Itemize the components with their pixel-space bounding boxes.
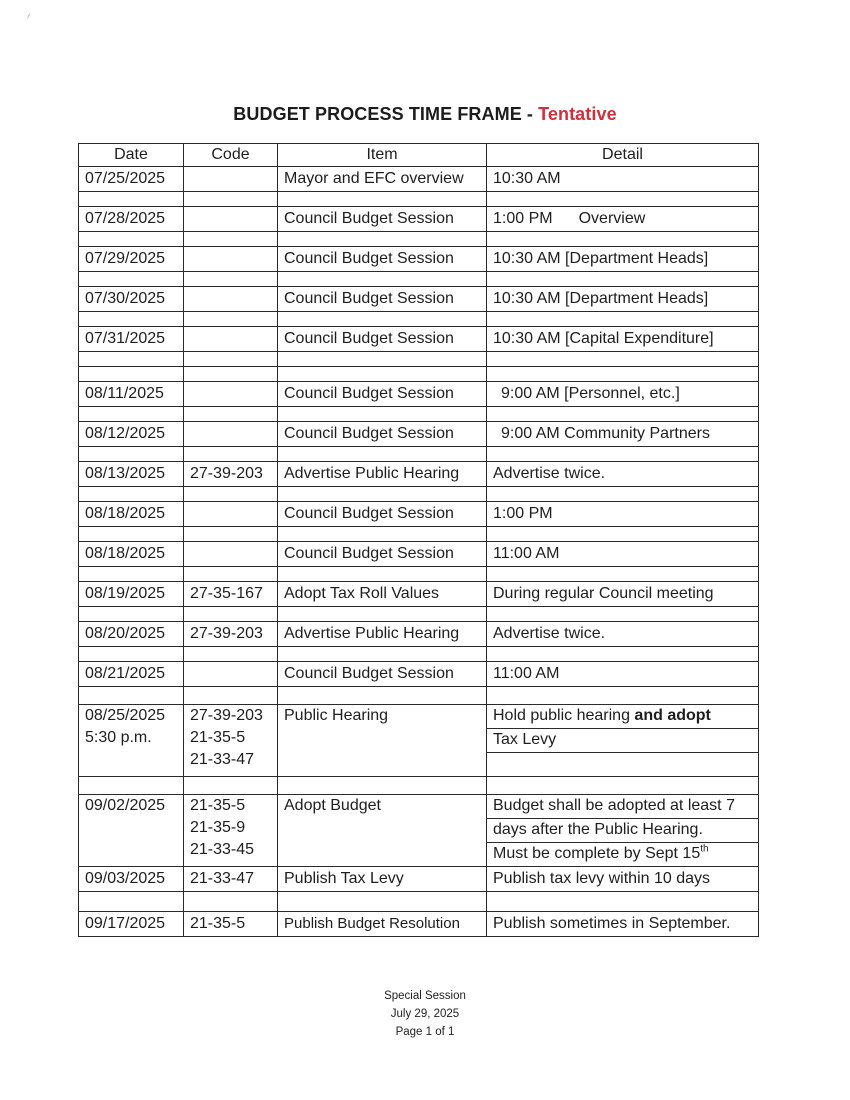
spacer-row: [79, 567, 759, 582]
footer-date: July 29, 2025: [390, 1008, 460, 1020]
code-line: 21-33-47: [190, 751, 255, 768]
spacer-row: [79, 312, 759, 327]
detail-time: 1:00 PM: [493, 210, 553, 227]
cell-item: Council Budget Session: [278, 247, 487, 272]
table-row: [79, 327, 759, 352]
cell-detail: 9:00 AM Community Partners: [487, 422, 759, 447]
cell-date: 08/18/2025: [79, 542, 184, 567]
scan-speck: [27, 13, 33, 19]
empty-cell: [278, 567, 487, 582]
empty-cell: [487, 487, 759, 502]
empty-cell: [184, 447, 278, 462]
table-row: [79, 462, 759, 487]
spacer-row: [79, 607, 759, 622]
empty-cell: [278, 232, 487, 247]
code-line: 21-35-5: [190, 729, 246, 746]
date-value: 08/25/2025: [85, 707, 166, 724]
cell-item: Council Budget Session: [278, 502, 487, 527]
cell-detail: Publish tax levy within 10 days: [487, 867, 759, 892]
empty-cell: [278, 447, 487, 462]
detail-bold: and adopt: [634, 707, 711, 724]
footer-session: Special Session: [384, 990, 466, 1002]
empty-cell: [79, 892, 184, 912]
cell-code: [184, 287, 278, 312]
title-status-tentative: Tentative: [538, 104, 617, 124]
spacer-row: [79, 352, 759, 367]
code-line: 21-35-5: [190, 797, 246, 814]
empty-cell: [487, 892, 759, 912]
empty-cell: [487, 272, 759, 287]
empty-cell: [487, 447, 759, 462]
cell-detail: 11:00 AM: [487, 662, 759, 687]
spacer-row: [79, 192, 759, 207]
empty-cell: [184, 687, 278, 705]
empty-cell: [184, 272, 278, 287]
cell-item: Council Budget Session: [278, 422, 487, 447]
empty-cell: [278, 312, 487, 327]
cell-item: Publish Budget Resolution: [278, 912, 487, 937]
code-line: 21-35-9: [190, 819, 246, 836]
detail-note: Overview: [578, 210, 646, 227]
empty-cell: [487, 647, 759, 662]
cell-code: [184, 382, 278, 407]
empty-cell: [184, 312, 278, 327]
table-row: [79, 662, 759, 687]
cell-detail-line: [487, 753, 759, 777]
empty-cell: [79, 232, 184, 247]
cell-code: [184, 422, 278, 447]
empty-cell: [487, 352, 759, 367]
empty-cell: [278, 687, 487, 705]
cell-code: 27-39-203: [184, 462, 278, 487]
cell-code: [184, 705, 278, 777]
empty-cell: [184, 192, 278, 207]
empty-cell: [278, 407, 487, 422]
cell-item: Advertise Public Hearing: [278, 622, 487, 647]
cell-detail: 10:30 AM [Department Heads]: [487, 247, 759, 272]
empty-cell: [79, 407, 184, 422]
empty-cell: [278, 272, 487, 287]
spacer-row: [79, 272, 759, 287]
empty-cell: [487, 567, 759, 582]
detail-normal: Hold public hearing: [493, 707, 635, 724]
empty-cell: [184, 407, 278, 422]
table-row: [79, 912, 759, 937]
cell-detail-line: [487, 705, 759, 729]
cell-detail: 10:30 AM [Department Heads]: [487, 287, 759, 312]
cell-date: 08/11/2025: [79, 382, 184, 407]
code-line: 21-33-45: [190, 841, 255, 858]
footer-page-number: Page 1 of 1: [395, 1026, 455, 1038]
cell-item: Adopt Budget: [278, 795, 487, 867]
cell-detail: 10:30 AM: [487, 167, 759, 192]
empty-cell: [79, 192, 184, 207]
empty-cell: [278, 367, 487, 382]
table-row-adopt-budget: [79, 795, 759, 819]
cell-date: 08/21/2025: [79, 662, 184, 687]
cell-date: 07/29/2025: [79, 247, 184, 272]
table-row: [79, 622, 759, 647]
table-row: [79, 247, 759, 272]
header-item: Item: [278, 144, 487, 167]
empty-cell: [184, 892, 278, 912]
spacer-row: [79, 892, 759, 912]
table-row: [79, 382, 759, 407]
cell-detail: During regular Council meeting: [487, 582, 759, 607]
table-row: [79, 502, 759, 527]
cell-detail-line: Tax Levy: [487, 729, 759, 753]
date-time: 5:30 p.m.: [85, 729, 152, 746]
table-row-public-hearing: [79, 705, 759, 729]
code-line: 27-39-203: [190, 707, 263, 724]
empty-cell: [79, 487, 184, 502]
empty-cell: [79, 352, 184, 367]
table-row: [79, 582, 759, 607]
cell-item: Council Budget Session: [278, 542, 487, 567]
cell-detail: 9:00 AM [Personnel, etc.]: [487, 382, 759, 407]
empty-cell: [79, 312, 184, 327]
empty-cell: [278, 527, 487, 542]
spacer-row: [79, 367, 759, 382]
empty-cell: [184, 352, 278, 367]
empty-cell: [184, 487, 278, 502]
cell-code: [184, 247, 278, 272]
cell-detail-line: days after the Public Hearing.: [487, 819, 759, 843]
spacer-row: [79, 407, 759, 422]
cell-detail: Advertise twice.: [487, 462, 759, 487]
spacer-row: [79, 527, 759, 542]
cell-date: 08/18/2025: [79, 502, 184, 527]
budget-timeframe-table: [78, 143, 759, 937]
empty-cell: [184, 607, 278, 622]
cell-detail: 11:00 AM: [487, 542, 759, 567]
cell-code: 27-35-167: [184, 582, 278, 607]
cell-detail-line: Budget shall be adopted at least 7: [487, 795, 759, 819]
cell-date: 07/25/2025: [79, 167, 184, 192]
detail-superscript: th: [700, 843, 709, 855]
cell-detail: Advertise twice.: [487, 622, 759, 647]
spacer-row: [79, 647, 759, 662]
cell-item: Council Budget Session: [278, 327, 487, 352]
empty-cell: [278, 487, 487, 502]
page-title: [0, 104, 850, 125]
empty-cell: [184, 567, 278, 582]
table-row: [79, 867, 759, 892]
cell-item: Mayor and EFC overview: [278, 167, 487, 192]
cell-code: 21-33-47: [184, 867, 278, 892]
spacer-row: [79, 487, 759, 502]
empty-cell: [79, 777, 184, 795]
title-text: BUDGET PROCESS TIME FRAME -: [233, 104, 539, 124]
empty-cell: [278, 647, 487, 662]
empty-cell: [79, 647, 184, 662]
cell-item: Public Hearing: [278, 705, 487, 777]
empty-cell: [487, 777, 759, 795]
cell-date: 07/28/2025: [79, 207, 184, 232]
cell-date: [79, 705, 184, 777]
empty-cell: [278, 892, 487, 912]
cell-date: 08/20/2025: [79, 622, 184, 647]
cell-date: 09/02/2025: [79, 795, 184, 867]
cell-item: Council Budget Session: [278, 382, 487, 407]
page-footer: [0, 987, 850, 1041]
empty-cell: [79, 447, 184, 462]
empty-cell: [79, 527, 184, 542]
cell-detail: 1:00 PM: [487, 502, 759, 527]
cell-date: 09/17/2025: [79, 912, 184, 937]
cell-code: [184, 327, 278, 352]
cell-code: 27-39-203: [184, 622, 278, 647]
cell-detail-line: [487, 843, 759, 867]
cell-code: [184, 167, 278, 192]
cell-detail: 10:30 AM [Capital Expenditure]: [487, 327, 759, 352]
table-row: [79, 287, 759, 312]
empty-cell: [79, 272, 184, 287]
cell-date: 07/30/2025: [79, 287, 184, 312]
spacer-row: [79, 232, 759, 247]
cell-date: 07/31/2025: [79, 327, 184, 352]
cell-item: Publish Tax Levy: [278, 867, 487, 892]
empty-cell: [487, 527, 759, 542]
cell-detail: Publish sometimes in September.: [487, 912, 759, 937]
spacer-row: [79, 447, 759, 462]
cell-code: [184, 662, 278, 687]
cell-item: Adopt Tax Roll Values: [278, 582, 487, 607]
cell-item: Council Budget Session: [278, 287, 487, 312]
empty-cell: [487, 192, 759, 207]
empty-cell: [487, 232, 759, 247]
empty-cell: [278, 192, 487, 207]
spacer-row: [79, 687, 759, 705]
detail-text: Must be complete by Sept 15: [493, 845, 701, 862]
empty-cell: [184, 647, 278, 662]
header-detail: Detail: [487, 144, 759, 167]
empty-cell: [79, 567, 184, 582]
empty-cell: [487, 687, 759, 705]
empty-cell: [184, 777, 278, 795]
cell-item: Advertise Public Hearing: [278, 462, 487, 487]
empty-cell: [278, 352, 487, 367]
cell-detail: [487, 207, 759, 232]
empty-cell: [184, 232, 278, 247]
cell-code: 21-35-5: [184, 912, 278, 937]
empty-cell: [79, 367, 184, 382]
empty-cell: [487, 312, 759, 327]
cell-date: 08/19/2025: [79, 582, 184, 607]
header-date: Date: [79, 144, 184, 167]
table-header-row: [79, 144, 759, 167]
cell-date: 09/03/2025: [79, 867, 184, 892]
empty-cell: [184, 367, 278, 382]
table-row: [79, 542, 759, 567]
cell-code: [184, 502, 278, 527]
cell-item: Council Budget Session: [278, 662, 487, 687]
empty-cell: [79, 607, 184, 622]
cell-code: [184, 795, 278, 867]
table-row: [79, 207, 759, 232]
empty-cell: [487, 367, 759, 382]
cell-item: Council Budget Session: [278, 207, 487, 232]
spacer-row: [79, 777, 759, 795]
table-row: [79, 167, 759, 192]
empty-cell: [184, 527, 278, 542]
table-row: [79, 422, 759, 447]
cell-date: 08/13/2025: [79, 462, 184, 487]
empty-cell: [487, 407, 759, 422]
cell-date: 08/12/2025: [79, 422, 184, 447]
header-code: Code: [184, 144, 278, 167]
empty-cell: [79, 687, 184, 705]
empty-cell: [278, 607, 487, 622]
cell-code: [184, 542, 278, 567]
cell-code: [184, 207, 278, 232]
empty-cell: [278, 777, 487, 795]
empty-cell: [487, 607, 759, 622]
